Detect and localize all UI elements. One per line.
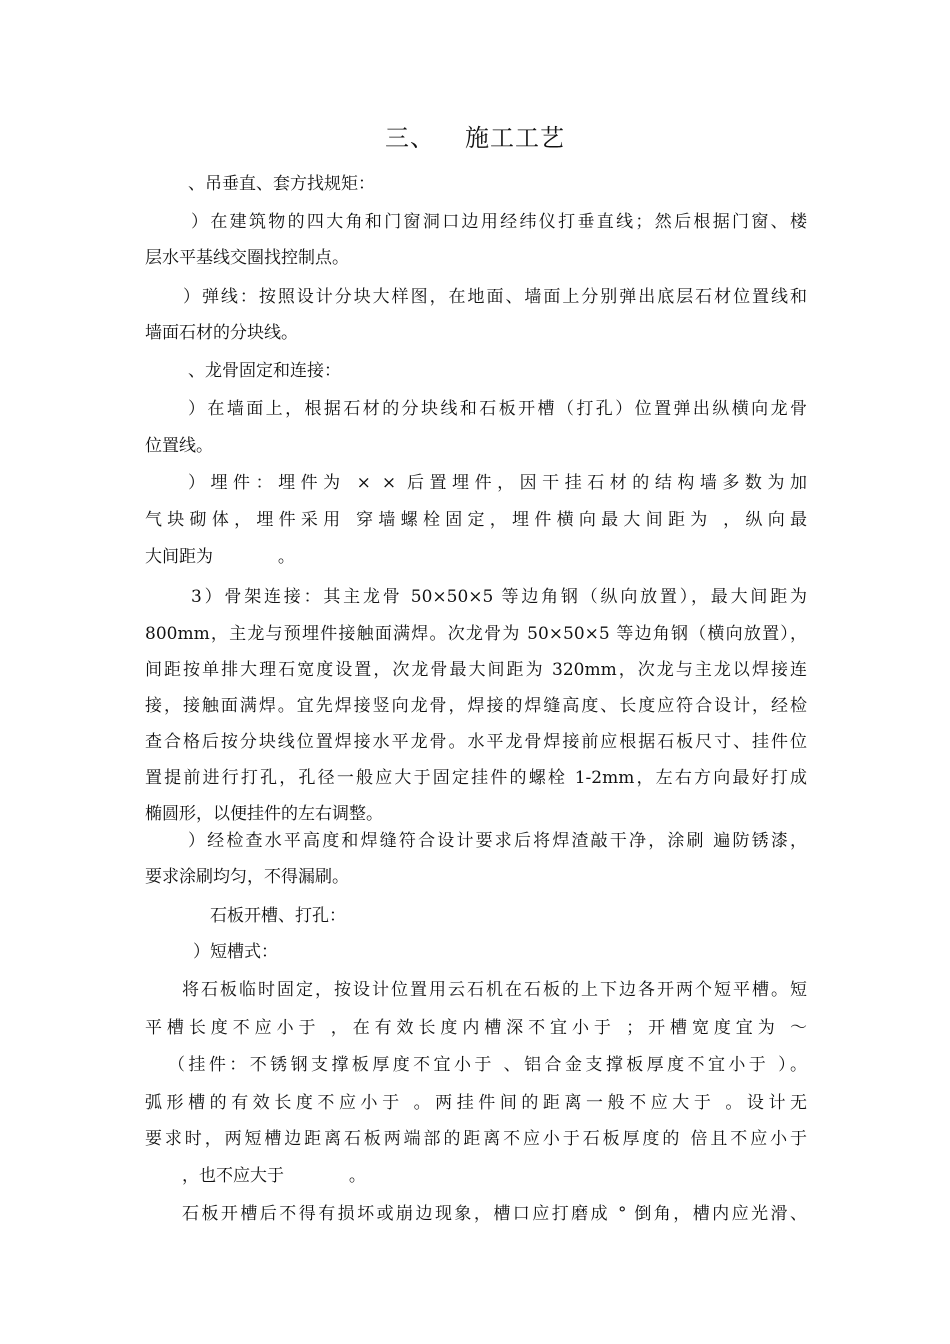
text-line: 3）骨架连接：其主龙骨 50×50×5 等边角钢（纵向放置），最大间距为 xyxy=(191,587,807,607)
text-line: 要求时，两短槽边距离石板两端部的距离不应小于石板厚度的 倍且不应小于 xyxy=(145,1129,807,1149)
text-line: ）在墙面上，根据石材的分块线和石板开槽（打孔）位置弹出纵横向龙骨 xyxy=(188,399,807,419)
text-line: 平槽长度不应小于 ，在有效长度内槽深不宜小于 ；开槽宽度宜为 ～ xyxy=(145,1018,807,1038)
text-line: 椭圆形，以便挂件的左右调整。 xyxy=(145,804,383,824)
text-line: ）在建筑物的四大角和门窗洞口边用经纬仪打垂直线；然后根据门窗、楼 xyxy=(191,212,807,232)
text-line: 查合格后按分块线位置焊接水平龙骨。水平龙骨焊接前应根据石板尺寸、挂件位 xyxy=(145,732,807,752)
text-line: 石板开槽后不得有损坏或崩边现象，槽口应打磨成 ° 倒角，槽内应光滑、 xyxy=(182,1204,807,1224)
text-line: 间距按单排大理石宽度设置，次龙骨最大间距为 320mm，次龙与主龙以焊接连 xyxy=(145,660,807,680)
text-line: ）埋件：埋件为 × × 后置埋件，因干挂石材的结构墙多数为加 xyxy=(188,473,807,493)
text-line: ）弹线：按照设计分块大样图，在地面、墙面上分别弹出底层石材位置线和 xyxy=(183,287,807,307)
text-line: ，也不应大于 。 xyxy=(182,1166,366,1186)
text-line: 置提前进行打孔，孔径一般应大于固定挂件的螺栓 1-2mm，左右方向最好打成 xyxy=(145,768,807,788)
text-line: 大间距为 。 xyxy=(145,547,295,567)
section-title xyxy=(0,118,950,153)
text-line: 要求涂刷均匀，不得漏刷。 xyxy=(145,867,349,887)
text-line: （挂件：不锈钢支撑板厚度不宜小于 、铝合金支撑板厚度不宜小于 ）。 xyxy=(168,1055,807,1075)
text-line: 弧形槽的有效长度不应小于 。两挂件间的距离一般不应大于 。设计无 xyxy=(145,1093,807,1113)
text-line: 石板开槽、打孔： xyxy=(210,906,346,926)
text-line: 位置线。 xyxy=(145,436,213,456)
text-line: 、龙骨固定和连接： xyxy=(188,361,341,381)
section-heading: 施工工艺 xyxy=(465,124,565,152)
text-line: 接，接触面满焊。宜先焊接竖向龙骨，焊接的焊缝高度、长度应符合设计，经检 xyxy=(145,696,807,716)
text-line: ）经检查水平高度和焊缝符合设计要求后将焊渣敲干净，涂刷 遍防锈漆， xyxy=(188,831,807,851)
text-line: 层水平基线交圈找控制点。 xyxy=(145,248,349,268)
text-line: 将石板临时固定，按设计位置用云石机在石板的上下边各开两个短平槽。短 xyxy=(182,980,807,1000)
text-line: 墙面石材的分块线。 xyxy=(145,323,298,343)
text-line: 气块砌体，埋件采用 穿墙螺栓固定，埋件横向最大间距为 ，纵向最 xyxy=(145,510,807,530)
text-line: ）短槽式： xyxy=(193,942,278,962)
section-number: 三、 xyxy=(385,124,435,152)
text-line: 、吊垂直、套方找规矩： xyxy=(188,174,375,194)
text-line: 800mm，主龙与预埋件接触面满焊。次龙骨为 50×50×5 等边角钢（横向放置）， xyxy=(145,624,807,644)
